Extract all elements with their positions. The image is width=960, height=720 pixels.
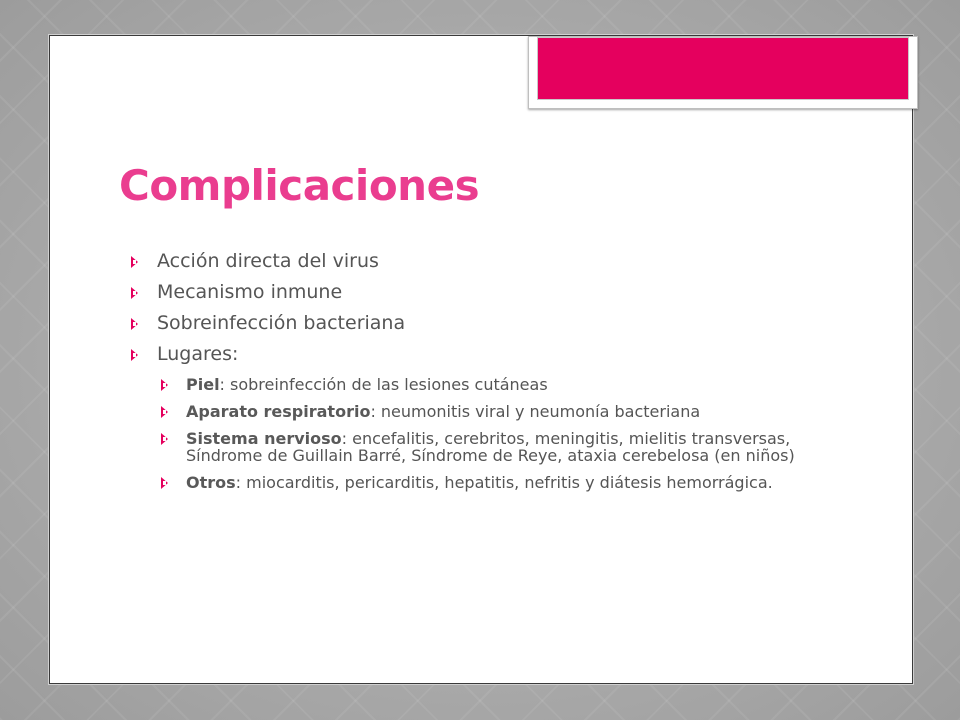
sub-bullet-list: [131, 376, 831, 491]
sub-bullet-group: [131, 376, 831, 491]
sub-bullet-item: [161, 474, 831, 491]
sub-bullet-term: Piel: [186, 375, 220, 394]
bullet-item: [131, 341, 831, 372]
arrow-bullet-icon: [131, 256, 138, 268]
arrow-bullet-icon: [161, 406, 168, 418]
arrow-bullet-icon: [131, 318, 138, 330]
arrow-bullet-icon: [131, 287, 138, 299]
arrow-bullet-icon: [161, 477, 168, 489]
sub-bullet-text: : miocarditis, pericarditis, hepatitis, nefritis y diátesis hemorrágica.: [235, 473, 773, 492]
accent-frame: [528, 36, 918, 109]
bullet-text: Mecanismo inmune: [157, 281, 343, 303]
bullet-text: Acción directa del virus: [157, 250, 379, 272]
bullet-text: Sobreinfección bacteriana: [157, 312, 406, 334]
sub-bullet-term: Sistema nervioso: [186, 429, 342, 448]
bullet-text: Lugares:: [157, 343, 239, 365]
arrow-bullet-icon: [131, 349, 138, 361]
slide-title: Complicaciones: [119, 161, 480, 210]
sub-bullet-item: [161, 376, 831, 393]
sub-bullet-term: Otros: [186, 473, 236, 492]
bullet-item: [131, 248, 831, 279]
sub-bullet-text: : neumonitis viral y neumonía bacteriana: [370, 402, 701, 421]
bullet-list: [131, 248, 831, 501]
sub-bullet-text: : encefalitis, cerebritos, meningitis, mielitis transversas, Síndrome de Guillain Barré, Síndrome de Reye, ataxia cerebelosa (en niños): [186, 429, 795, 465]
bullet-item: [131, 310, 831, 341]
arrow-bullet-icon: [161, 433, 168, 445]
sub-bullet-text: : sobreinfección de las lesiones cutáneas: [219, 375, 548, 394]
arrow-bullet-icon: [161, 379, 168, 391]
bullet-item: [131, 279, 831, 310]
sub-bullet-item: [161, 430, 831, 464]
sub-bullet-item: [161, 403, 831, 420]
sub-bullet-term: Aparato respiratorio: [186, 402, 371, 421]
accent-block: [537, 37, 909, 100]
